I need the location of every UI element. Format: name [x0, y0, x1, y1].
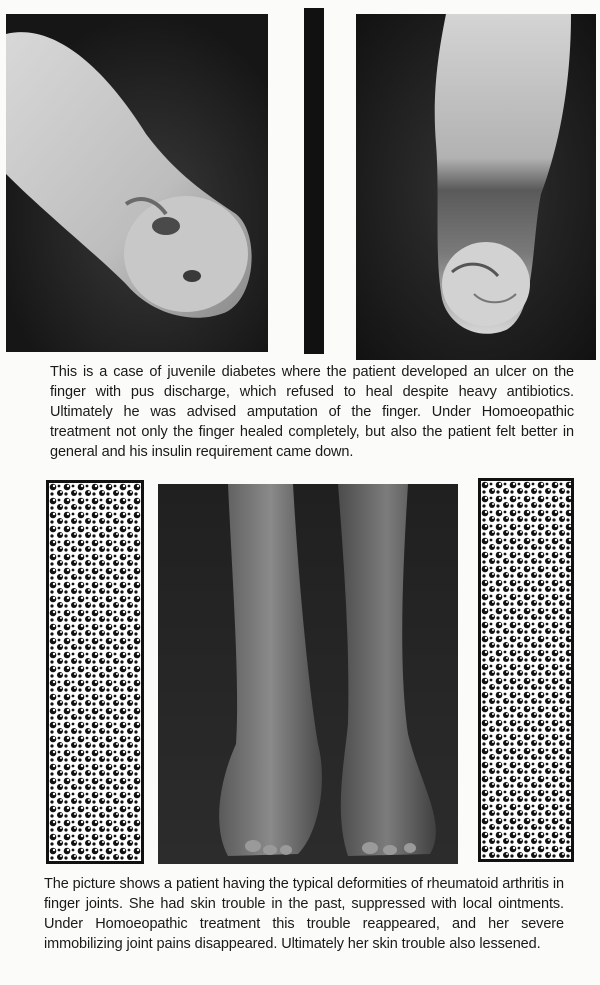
photo-finger-ulcer-before [6, 14, 268, 352]
decorative-pattern-left [46, 480, 144, 864]
decorative-pattern-right [478, 478, 574, 862]
caption-juvenile-diabetes: This is a case of juvenile diabetes where the patient developed an ulcer on the finger with pus discharge, which refused to heal despite heavy antibiotics. Ultimately he was advised amputation of the finger. Under Homoeopathic treatment not only the finger healed completely, but also the patient felt better in general and his insulin requirement came down. [50, 364, 574, 460]
divider-bar [304, 8, 324, 354]
photo-finger-healed-after [356, 14, 596, 360]
caption-rheumatoid-arthritis: The picture shows a patient having the typical deformities of rheumatoid arthritis in finger joints. She had skin trouble in the past, suppressed with local ointments. Under Homoeopathic treatment this trouble reappeared, and her severe immobilizing joint pains disappeared. Ultimately her skin trouble also lessened. [44, 876, 564, 952]
photo-feet-arthritis [158, 484, 458, 864]
